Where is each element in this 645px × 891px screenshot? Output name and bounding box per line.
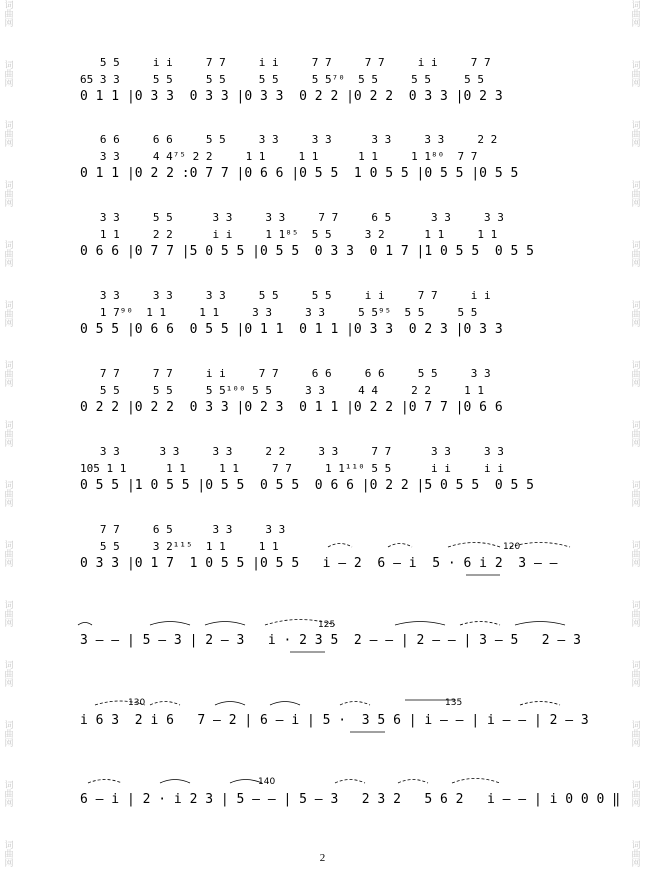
watermark-char: 词 [4, 241, 14, 251]
measure-number-135: 135 [445, 698, 463, 708]
watermark-char: 网 [631, 859, 641, 869]
watermark-char: 网 [631, 199, 641, 209]
watermark-char: 曲 [4, 550, 14, 560]
sparse-line-2: i 6 3 2 i 6 7 — 2 | 6 — i | 5 · 3 5 6 | i — — | i — — | 2 — 3 [80, 713, 589, 728]
watermark-char: 词 [4, 541, 14, 551]
watermark-char: 词 [631, 601, 641, 611]
watermark-char: 词 [4, 721, 14, 731]
watermark-char: 网 [4, 799, 14, 809]
watermark-char: 曲 [4, 370, 14, 380]
watermark-char: 曲 [631, 250, 641, 260]
measure-number-140: 140 [258, 777, 276, 787]
system-6-upper1: 3 3 3 3 3 3 2 2 3 3 7 7 3 3 3 3 [80, 445, 504, 458]
watermark-char: 词 [4, 421, 14, 431]
watermark-char: 曲 [4, 130, 14, 140]
system-2-main: 0 1 1 |0 2 2 :0 7 7 |0 6 6 |0 5 5 1 0 5 5 |0 5 5 |0 5 5 [80, 166, 519, 181]
watermark-char: 词 [631, 1, 641, 11]
system-4-upper1: 3 3 3 3 3 3 5 5 5 5 i i 7 7 i i [80, 289, 491, 302]
watermark-char: 网 [4, 319, 14, 329]
system-7-main: 0 3 3 |0 1 7 1 0 5 5 |0 5 5 i — 2 6 — i 5 · 6 i 2 3 — — [80, 556, 558, 571]
system-2-upper2: 3 3 4 4⁷⁵ 2 2 1 1 1 1 1 1 1 1⁸⁰ 7 7 [80, 150, 478, 163]
watermark-char: 词 [4, 361, 14, 371]
page-number: 2 [319, 852, 326, 864]
sparse-line-1: 3 — — | 5 — 3 | 2 — 3 i · 2 3 5 2 — — | 2 — — | 3 — 5 2 — 3 [80, 633, 581, 648]
system-3-upper1: 3 3 5 5 3 3 3 3 7 7 6 5 3 3 3 3 [80, 211, 504, 224]
watermark-char: 曲 [4, 70, 14, 80]
watermark-char: 网 [631, 319, 641, 329]
watermark-char: 曲 [631, 670, 641, 680]
watermark-char: 网 [4, 619, 14, 629]
watermark-char: 曲 [631, 130, 641, 140]
watermark-char: 网 [631, 559, 641, 569]
watermark-char: 网 [631, 739, 641, 749]
system-6-main: 0 5 5 |1 0 5 5 |0 5 5 0 5 5 0 6 6 |0 2 2 |5 0 5 5 0 5 5 [80, 478, 534, 493]
watermark-char: 网 [631, 619, 641, 629]
watermark-char: 词 [4, 661, 14, 671]
watermark-char: 网 [631, 799, 641, 809]
watermark-char: 词 [4, 841, 14, 851]
watermark-char: 词 [631, 61, 641, 71]
watermark-char: 曲 [4, 490, 14, 500]
watermark-char: 曲 [4, 850, 14, 860]
watermark-char: 曲 [631, 550, 641, 560]
system-1-upper1: 5 5 i i 7 7 i i 7 7 7 7 i i 7 7 [80, 56, 491, 69]
system-1-main: 0 1 1 |0 3 3 0 3 3 |0 3 3 0 2 2 |0 2 2 0 3 3 |0 2 3 [80, 89, 503, 104]
watermark-char: 曲 [631, 190, 641, 200]
watermark-char: 曲 [4, 310, 14, 320]
watermark-char: 网 [631, 439, 641, 449]
watermark-char: 曲 [4, 10, 14, 20]
system-4-main: 0 5 5 |0 6 6 0 5 5 |0 1 1 0 1 1 |0 3 3 0 2 3 |0 3 3 [80, 322, 503, 337]
system-5-upper1: 7 7 7 7 i i 7 7 6 6 6 6 5 5 3 3 [80, 367, 491, 380]
watermark-char: 词 [631, 421, 641, 431]
system-3-main: 0 6 6 |0 7 7 |5 0 5 5 |0 5 5 0 3 3 0 1 7 |1 0 5 5 0 5 5 [80, 244, 534, 259]
watermark-char: 曲 [631, 430, 641, 440]
watermark-char: 曲 [4, 730, 14, 740]
system-5-main: 0 2 2 |0 2 2 0 3 3 |0 2 3 0 1 1 |0 2 2 |0 7 7 |0 6 6 [80, 400, 503, 415]
watermark-char: 曲 [4, 430, 14, 440]
watermark-char: 曲 [631, 370, 641, 380]
watermark-char: 词 [631, 841, 641, 851]
system-4-upper2: 1 7⁹⁰ 1 1 1 1 3 3 3 3 5 5⁹⁵ 5 5 5 5 [80, 306, 478, 319]
watermark-char: 网 [631, 259, 641, 269]
watermark-char: 网 [4, 439, 14, 449]
watermark-char: 曲 [4, 790, 14, 800]
watermark-char: 词 [631, 661, 641, 671]
system-5-upper2: 5 5 5 5 5 5¹⁰⁰ 5 5 3 3 4 4 2 2 1 1 [80, 384, 484, 397]
watermark-char: 词 [631, 781, 641, 791]
watermark-char: 网 [631, 679, 641, 689]
watermark-char: 曲 [4, 190, 14, 200]
watermark-char: 词 [631, 361, 641, 371]
watermark-char: 词 [4, 781, 14, 791]
watermark-char: 曲 [631, 610, 641, 620]
watermark-char: 词 [4, 61, 14, 71]
watermark-char: 曲 [631, 310, 641, 320]
system-6-upper2: 105 1 1 1 1 1 1 7 7 1 1¹¹⁰ 5 5 i i i i [80, 462, 504, 475]
watermark-char: 词 [4, 601, 14, 611]
measure-number-120: 120 [503, 542, 521, 552]
system-7-upper2: 5 5 3 2¹¹⁵ 1 1 1 1 [80, 540, 279, 553]
system-2-upper1: 6 6 6 6 5 5 3 3 3 3 3 3 3 3 2 2 [80, 133, 498, 146]
watermark-char: 网 [4, 739, 14, 749]
system-1-upper2: 65 3 3 5 5 5 5 5 5 5 5⁷⁰ 5 5 5 5 5 5 [80, 73, 484, 86]
watermark-char: 曲 [631, 10, 641, 20]
watermark-char: 曲 [4, 250, 14, 260]
watermark-char: 曲 [631, 70, 641, 80]
watermark-char: 词 [631, 481, 641, 491]
watermark-char: 词 [4, 301, 14, 311]
watermark-char: 曲 [631, 490, 641, 500]
watermark-char: 网 [4, 679, 14, 689]
watermark-char: 网 [631, 499, 641, 509]
watermark-char: 词 [631, 181, 641, 191]
watermark-char: 网 [631, 379, 641, 389]
watermark-char: 曲 [631, 850, 641, 860]
watermark-char: 词 [4, 121, 14, 131]
watermark-char: 曲 [4, 610, 14, 620]
watermark-char: 词 [631, 541, 641, 551]
watermark-char: 曲 [631, 790, 641, 800]
watermark-char: 网 [631, 139, 641, 149]
watermark-char: 网 [4, 559, 14, 569]
watermark-char: 网 [4, 199, 14, 209]
watermark-char: 词 [631, 241, 641, 251]
watermark-char: 网 [4, 379, 14, 389]
watermark-char: 词 [631, 121, 641, 131]
system-3-upper2: 1 1 2 2 i i 1 1⁸⁵ 5 5 3 2 1 1 1 1 [80, 228, 498, 241]
watermark-char: 词 [4, 481, 14, 491]
watermark-char: 曲 [4, 670, 14, 680]
watermark-char: 曲 [631, 730, 641, 740]
watermark-char: 网 [4, 859, 14, 869]
watermark-char: 词 [631, 721, 641, 731]
watermark-char: 网 [631, 19, 641, 29]
watermark-char: 词 [4, 1, 14, 11]
sparse-line-3: 6 — i | 2 · i 2 3 | 5 — — | 5 — 3 2 3 2 5 6 2 i — — | i 0 0 0 ‖ [80, 792, 621, 807]
watermark-char: 网 [4, 19, 14, 29]
watermark-char: 词 [631, 301, 641, 311]
measure-number-130: 130 [128, 698, 146, 708]
watermark-char: 网 [4, 79, 14, 89]
watermark-char: 网 [631, 79, 641, 89]
watermark-char: 网 [4, 499, 14, 509]
watermark-char: 词 [4, 181, 14, 191]
watermark-char: 网 [4, 259, 14, 269]
watermark-char: 网 [4, 139, 14, 149]
measure-number-125: 125 [318, 620, 336, 630]
system-7-upper1: 7 7 6 5 3 3 3 3 [80, 523, 286, 536]
